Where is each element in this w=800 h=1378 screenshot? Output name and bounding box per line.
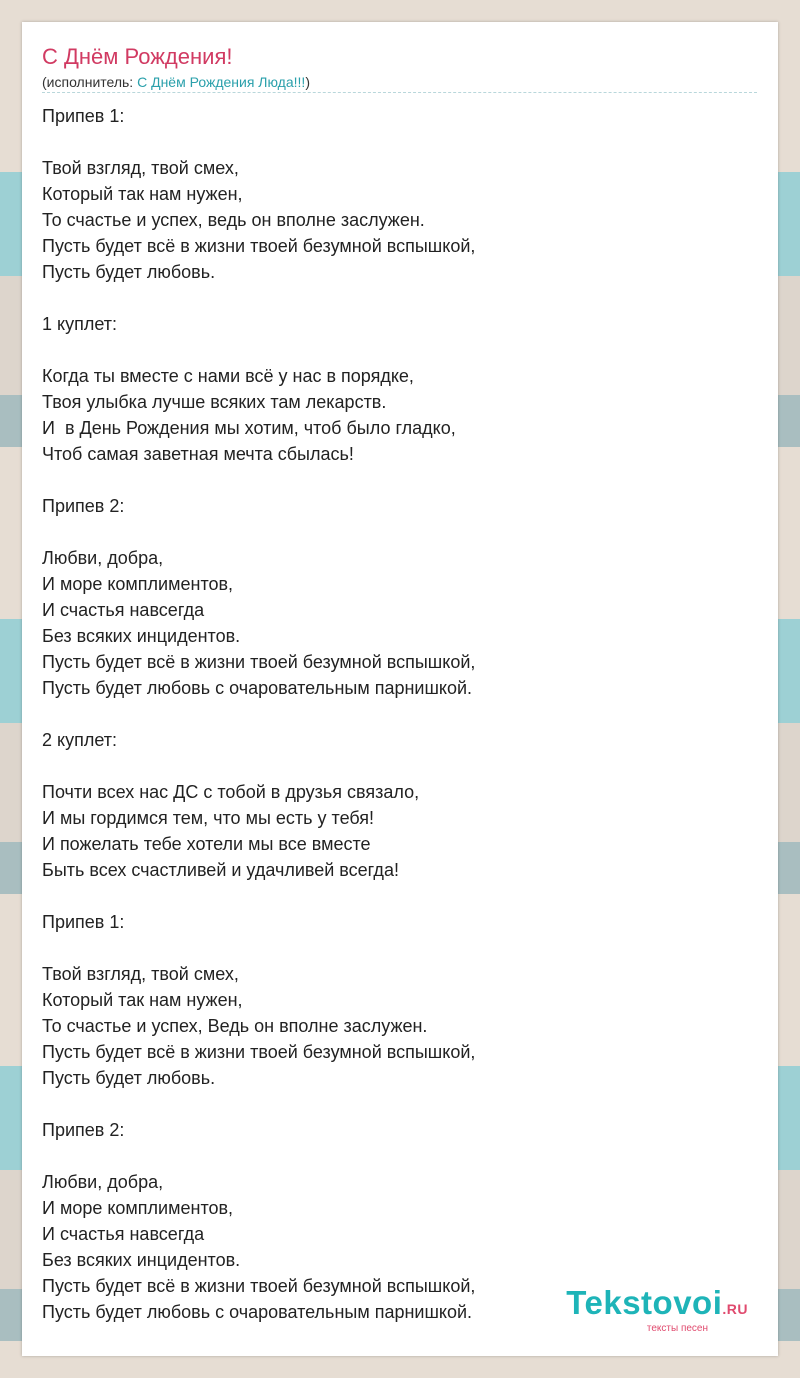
lyric-line [42, 129, 757, 155]
lyric-line: 2 куплет: [42, 730, 117, 750]
artist-prefix: (исполнитель: [42, 74, 138, 90]
lyric-line [42, 519, 757, 545]
lyric-line: Без всяких инцидентов. [42, 626, 241, 646]
lyric-line [42, 1143, 757, 1169]
lyric-line: Который так нам нужен, [42, 990, 243, 1010]
lyric-line: То счастье и успех, ведь он вполне заслужен. [42, 210, 425, 230]
lyric-line [42, 467, 757, 493]
lyric-line: И в День Рождения мы хотим, чтоб было гладко, [42, 418, 456, 438]
artist-link[interactable]: С Днём Рождения Люда!!! [137, 74, 306, 90]
lyric-line: Пусть будет всё в жизни твоей безумной вспышкой, [42, 1042, 476, 1062]
lyric-line: Чтоб самая заветная мечта сбылась! [42, 444, 354, 464]
lyric-line: Пусть будет любовь с очаровательным парнишкой. [42, 1302, 473, 1322]
lyric-line: 1 куплет: [42, 314, 117, 334]
lyric-line: Без всяких инцидентов. [42, 1250, 241, 1270]
lyric-line: Пусть будет всё в жизни твоей безумной вспышкой, [42, 652, 476, 672]
lyric-line: Припев 2: [42, 1120, 125, 1140]
lyric-line: Твой взгляд, твой смех, [42, 964, 239, 984]
lyric-line: Твой взгляд, твой смех, [42, 158, 239, 178]
lyric-line: Когда ты вместе с нами всё у нас в порядке, [42, 366, 414, 386]
lyric-line: Пусть будет всё в жизни твоей безумной вспышкой, [42, 236, 476, 256]
lyric-line: И счастья навсегда [42, 1224, 205, 1244]
lyric-line: Который так нам нужен, [42, 184, 243, 204]
lyric-line [42, 701, 757, 727]
logo-name: Tekstovoi [566, 1284, 723, 1321]
lyric-line: Припев 2: [42, 496, 125, 516]
logo-tagline: тексты песен [646, 1323, 708, 1334]
lyric-line: Пусть будет всё в жизни твоей безумной вспышкой, [42, 1276, 476, 1296]
lyric-line: И мы гордимся тем, что мы есть у тебя! [42, 808, 375, 828]
lyric-line: И море комплиментов, [42, 1198, 234, 1218]
lyric-line: Пусть будет любовь с очаровательным парнишкой. [42, 678, 473, 698]
lyric-line: Быть всех счастливей и удачливей всегда! [42, 860, 399, 880]
lyric-line: Припев 1: [42, 912, 125, 932]
song-title: С Днём Рождения! [42, 44, 233, 69]
lyric-line [42, 337, 757, 363]
lyrics-card [22, 22, 778, 1356]
lyric-line [42, 1091, 757, 1117]
site-logo[interactable] [566, 1286, 748, 1334]
lyric-line: Твоя улыбка лучше всяких там лекарств. [42, 392, 387, 412]
lyric-line: Любви, добра, [42, 548, 164, 568]
lyric-line: Почти всех нас ДС с тобой в друзья связало, [42, 782, 420, 802]
lyrics-body [42, 103, 757, 1325]
lyric-line [42, 285, 757, 311]
lyric-line: И счастья навсегда [42, 600, 205, 620]
logo-wordmark [566, 1286, 748, 1326]
lyric-line [42, 935, 757, 961]
lyric-line: Пусть будет любовь. [42, 1068, 216, 1088]
lyric-line [42, 883, 757, 909]
lyric-line: Любви, добра, [42, 1172, 164, 1192]
lyric-line: Припев 1: [42, 106, 125, 126]
logo-tld: .RU [722, 1301, 748, 1317]
lyric-line: Пусть будет любовь. [42, 262, 216, 282]
title-divider [42, 92, 757, 93]
lyric-line [42, 753, 757, 779]
lyric-line: И море комплиментов, [42, 574, 234, 594]
artist-suffix: ) [305, 74, 310, 90]
lyric-line: То счастье и успех, Ведь он вполне заслужен. [42, 1016, 428, 1036]
lyric-line: И пожелать тебе хотели мы все вместе [42, 834, 371, 854]
artist-line [42, 73, 310, 91]
